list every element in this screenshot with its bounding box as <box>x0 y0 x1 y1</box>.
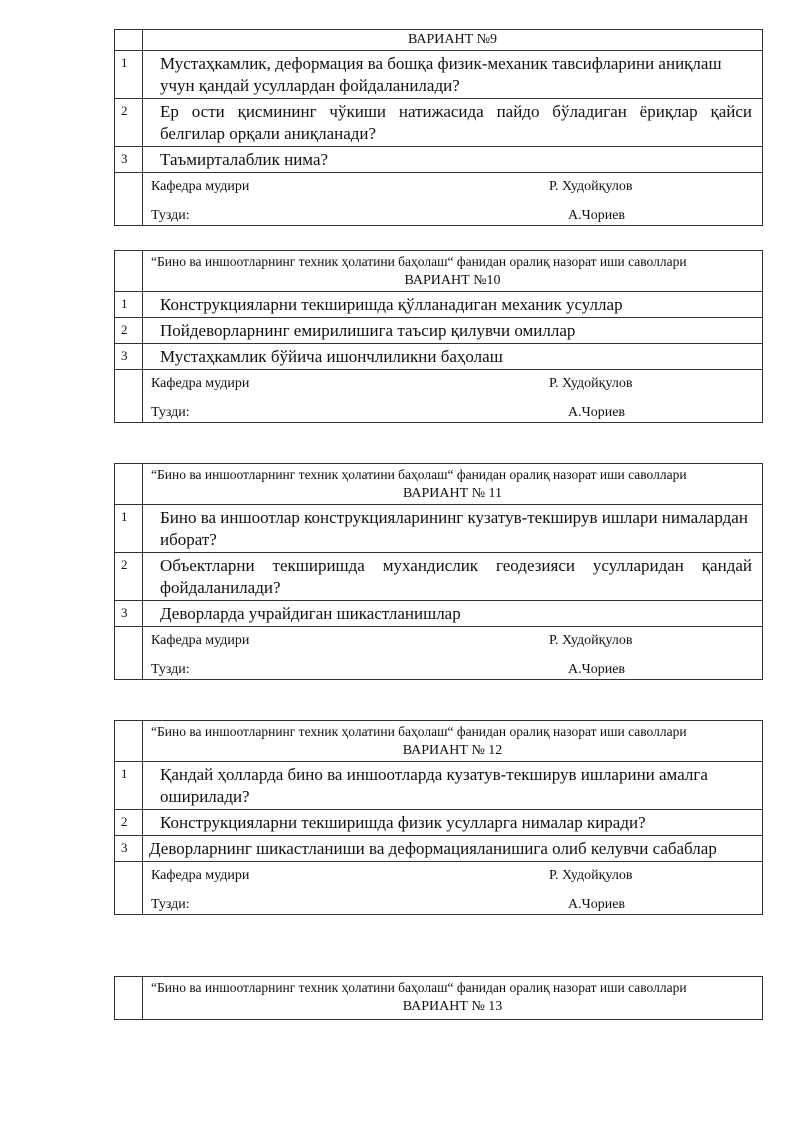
question-text: Пойдеворларнинг емирилишига таъсир қилувчи омиллар <box>160 321 576 340</box>
empty-number-cell <box>115 370 143 422</box>
course-title: “Бино ва иншоотларнинг техник ҳолатини баҳолаш“ фанидан оралиқ назорат иши саволлари <box>151 724 687 739</box>
variant-header-row <box>115 464 762 504</box>
empty-number-cell <box>115 977 143 1019</box>
variant-card-13 <box>114 976 763 1020</box>
empty-number-cell <box>115 627 143 679</box>
question-text: Таъмирталаблик нима? <box>160 150 329 169</box>
question-text: Объектларни текширишда мухандислик геодезияси усулларидан қандай фойдаланилади? <box>160 556 752 597</box>
signature-row <box>115 172 762 225</box>
question-text: Қандай ҳолларда бино ва иншоотларда кузатув-текширув ишларини амалга оширилади? <box>160 765 708 806</box>
question-row <box>115 317 762 343</box>
variant-header-row <box>115 251 762 291</box>
question-number: 1 <box>115 51 143 98</box>
signature-row <box>115 369 762 422</box>
question-row <box>115 50 762 98</box>
question-number: 1 <box>115 505 143 552</box>
question-number: 3 <box>115 836 143 861</box>
department-head-label: Кафедра мудири <box>151 179 250 194</box>
empty-number-cell <box>115 173 143 225</box>
compiled-by-name: А.Чориев <box>568 405 626 420</box>
empty-number-cell <box>115 862 143 914</box>
variant-title: ВАРИАНТ № 11 <box>402 486 503 501</box>
compiled-by-label: Тузди: <box>151 662 190 677</box>
variant-card-11 <box>114 463 763 680</box>
signature-block <box>143 173 762 225</box>
compiled-by-label: Тузди: <box>151 208 190 223</box>
question-row <box>115 835 762 861</box>
compiled-by-name: А.Чориев <box>568 208 626 223</box>
course-title: “Бино ва иншоотларнинг техник ҳолатини баҳолаш“ фанидан оралиқ назорат иши саволлари <box>151 467 687 482</box>
signature-row <box>115 861 762 914</box>
question-text: Бино ва иншоотлар конструкцияларининг кузатув-текширув ишлари нималардан иборат? <box>160 508 748 549</box>
variant-title: ВАРИАНТ № 13 <box>402 999 503 1014</box>
variant-card-12 <box>114 720 763 915</box>
variant-header <box>143 721 762 761</box>
compiled-by-name: А.Чориев <box>568 897 626 912</box>
question-number: 1 <box>115 292 143 317</box>
signature-block <box>143 862 762 914</box>
department-head-name: Р. Худойқулов <box>549 633 633 648</box>
variant-title: ВАРИАНТ №9 <box>407 32 498 47</box>
variant-title: ВАРИАНТ №10 <box>404 273 501 288</box>
question-row <box>115 504 762 552</box>
compiled-by-label: Тузди: <box>151 405 190 420</box>
question-text: Мустаҳкамлик бўйича ишончлиликни баҳолаш <box>160 347 503 366</box>
variant-header-row <box>115 721 762 761</box>
department-head-name: Р. Худойқулов <box>549 376 633 391</box>
signature-block <box>143 370 762 422</box>
empty-number-cell <box>115 30 143 50</box>
question-text: Деворларнинг шикастланиши ва деформацияланишига олиб келувчи сабаблар <box>149 839 717 858</box>
course-title: “Бино ва иншоотларнинг техник ҳолатини баҳолаш“ фанидан оралиқ назорат иши саволлари <box>151 980 687 995</box>
variant-header <box>143 977 762 1019</box>
question-row <box>115 600 762 626</box>
question-row <box>115 291 762 317</box>
question-text: Конструкцияларни текширишда физик усулларга нималар киради? <box>160 813 646 832</box>
variant-card-10 <box>114 250 763 423</box>
question-number: 2 <box>115 99 143 146</box>
question-row <box>115 761 762 809</box>
empty-number-cell <box>115 721 143 761</box>
department-head-name: Р. Худойқулов <box>549 179 633 194</box>
variant-header-row <box>115 977 762 1019</box>
signature-block <box>143 627 762 679</box>
compiled-by-name: А.Чориев <box>568 662 626 677</box>
question-number: 3 <box>115 344 143 369</box>
question-number: 2 <box>115 810 143 835</box>
empty-number-cell <box>115 464 143 504</box>
variant-header-row <box>115 30 762 50</box>
compiled-by-label: Тузди: <box>151 897 190 912</box>
question-row <box>115 809 762 835</box>
variant-header <box>143 251 762 291</box>
question-number: 2 <box>115 553 143 600</box>
department-head-label: Кафедра мудири <box>151 868 250 883</box>
question-number: 1 <box>115 762 143 809</box>
question-text: Ер ости қисмининг чўкиши натижасида пайдо бўладиган ёриқлар қайси белгилар орқали аниқланади? <box>160 102 752 143</box>
question-row <box>115 343 762 369</box>
question-text: Конструкцияларни текширишда қўлланадиган механик усуллар <box>160 295 623 314</box>
question-row <box>115 98 762 146</box>
empty-number-cell <box>115 251 143 291</box>
department-head-label: Кафедра мудири <box>151 376 250 391</box>
question-number: 3 <box>115 601 143 626</box>
department-head-label: Кафедра мудири <box>151 633 250 648</box>
question-row <box>115 552 762 600</box>
question-text: Деворларда учрайдиган шикастланишлар <box>160 604 461 623</box>
question-number: 3 <box>115 147 143 172</box>
signature-row <box>115 626 762 679</box>
question-row <box>115 146 762 172</box>
question-text: Мустаҳкамлик, деформация ва бошқа физик-механик тавсифларини аниқлаш учун қандай усуллардан фойдаланилади? <box>160 54 722 95</box>
variant-header <box>143 30 762 50</box>
variant-header <box>143 464 762 504</box>
department-head-name: Р. Худойқулов <box>549 868 633 883</box>
course-title: “Бино ва иншоотларнинг техник ҳолатини баҳолаш“ фанидан оралиқ назорат иши саволлари <box>151 254 687 269</box>
question-number: 2 <box>115 318 143 343</box>
variant-title: ВАРИАНТ № 12 <box>402 743 503 758</box>
variant-card-9 <box>114 29 763 226</box>
